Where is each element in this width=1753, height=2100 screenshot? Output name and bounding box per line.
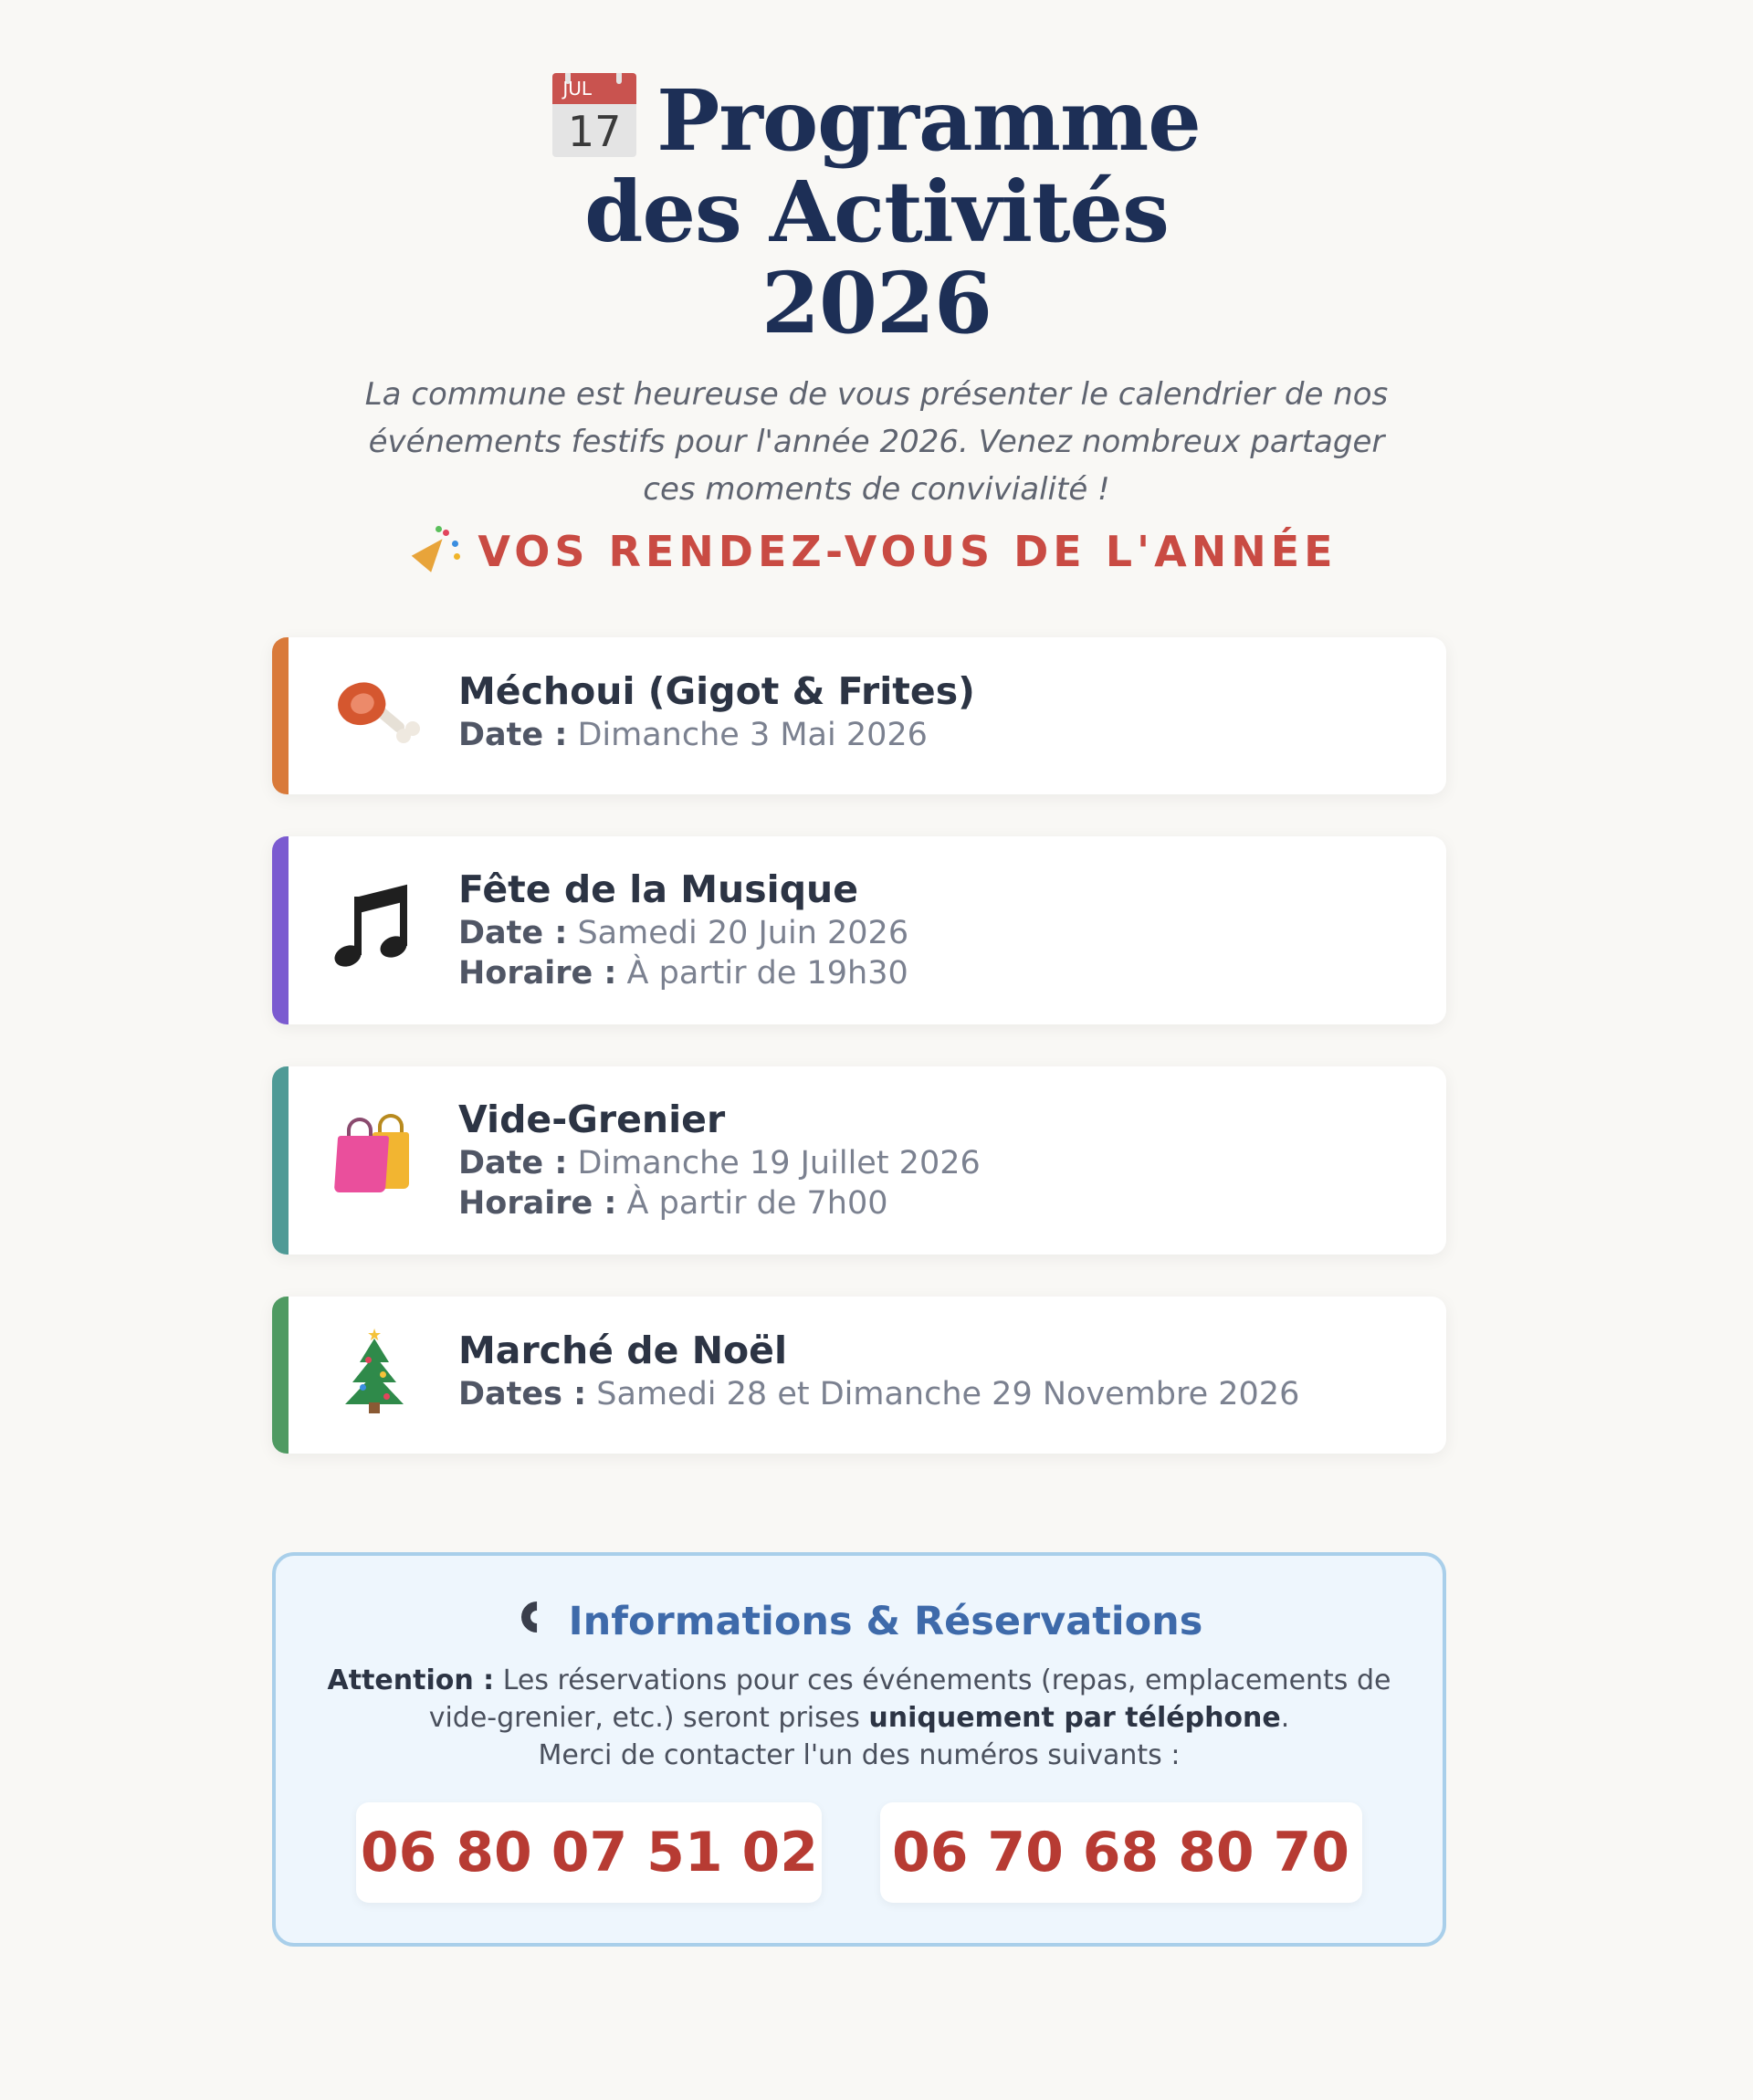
event-info <box>458 667 975 755</box>
event-card-mechoui <box>272 637 1446 794</box>
info-title-text: Informations & Réservations <box>568 1599 1203 1644</box>
event-card-fete-musique <box>272 836 1446 1024</box>
party-popper-icon <box>415 526 461 572</box>
telephone-receiver-icon <box>516 1596 558 1638</box>
event-accent-bar <box>272 637 289 794</box>
attention-label: Attention : <box>327 1664 495 1696</box>
shopping-bags-icon <box>332 1112 415 1200</box>
event-time-value: À partir de 19h30 <box>626 955 908 992</box>
event-accent-bar <box>272 1066 289 1255</box>
event-date <box>458 913 908 953</box>
event-time <box>458 953 908 993</box>
event-card-marche-noel <box>272 1297 1446 1454</box>
event-date-value: Samedi 28 et Dimanche 29 Novembre 2026 <box>596 1376 1300 1412</box>
calendar-icon <box>552 73 636 157</box>
phone-number-1[interactable]: 06 80 07 51 02 <box>356 1802 822 1903</box>
event-info <box>458 1327 1299 1414</box>
event-card-vide-grenier <box>272 1066 1446 1255</box>
page-title-text: Programme des Activités 2026 <box>584 71 1201 352</box>
info-text <box>311 1662 1407 1774</box>
event-name: Fête de la Musique <box>458 867 859 911</box>
event-accent-bar <box>272 836 289 1024</box>
event-date <box>458 715 975 755</box>
event-date-value: Dimanche 3 Mai 2026 <box>577 717 928 753</box>
event-accent-bar <box>272 1297 289 1454</box>
page-header <box>0 73 1753 513</box>
calendar-icon-month: JUL <box>562 78 593 100</box>
event-time <box>458 1183 981 1223</box>
event-date-label: Date : <box>458 717 568 753</box>
events-list <box>272 637 1446 1496</box>
christmas-tree-icon: ★ <box>338 1329 411 1417</box>
event-info <box>458 866 908 993</box>
event-date-label: Date : <box>458 1145 568 1181</box>
info-text-line2: Merci de contacter l'un des numéros suivants : <box>538 1739 1181 1771</box>
event-time-value: À partir de 7h00 <box>626 1185 888 1222</box>
event-date <box>458 1374 1299 1414</box>
event-date-label: Dates : <box>458 1376 587 1412</box>
event-date-value: Dimanche 19 Juillet 2026 <box>577 1145 981 1181</box>
event-name: Méchoui (Gigot & Frites) <box>458 669 975 713</box>
info-reservations-box <box>272 1552 1446 1947</box>
event-date <box>458 1143 981 1183</box>
info-text-part2: . <box>1280 1702 1290 1734</box>
event-time-label: Horaire : <box>458 955 617 992</box>
page-subtitle: La commune est heureuse de vous présenter le calendrier de nos événements festifs pour l'année 2026. Venez nombreux partager ces moments de convivialité ! <box>364 376 1389 508</box>
music-note-icon <box>334 886 407 973</box>
event-name: Marché de Noël <box>458 1328 788 1372</box>
meat-on-bone-icon <box>332 677 415 756</box>
event-date-value: Samedi 20 Juin 2026 <box>577 915 909 951</box>
phone-numbers <box>276 1802 1443 1903</box>
info-text-part1: Les réservations pour ces événements (repas, emplacements de vide-grenier, etc.) seront prises <box>428 1664 1391 1734</box>
section-heading <box>0 524 1753 579</box>
event-date-label: Date : <box>458 915 568 951</box>
info-title <box>276 1596 1443 1647</box>
event-info <box>458 1096 981 1223</box>
info-text-bold: uniquement par téléphone <box>868 1702 1281 1734</box>
calendar-icon-day: 17 <box>567 107 622 156</box>
event-time-label: Horaire : <box>458 1185 617 1222</box>
phone-number-2[interactable]: 06 70 68 80 70 <box>880 1802 1362 1903</box>
event-name: Vide-Grenier <box>458 1097 726 1141</box>
section-heading-text: VOS RENDEZ-VOUS DE L'ANNÉE <box>478 527 1338 576</box>
page-title <box>466 71 1287 352</box>
